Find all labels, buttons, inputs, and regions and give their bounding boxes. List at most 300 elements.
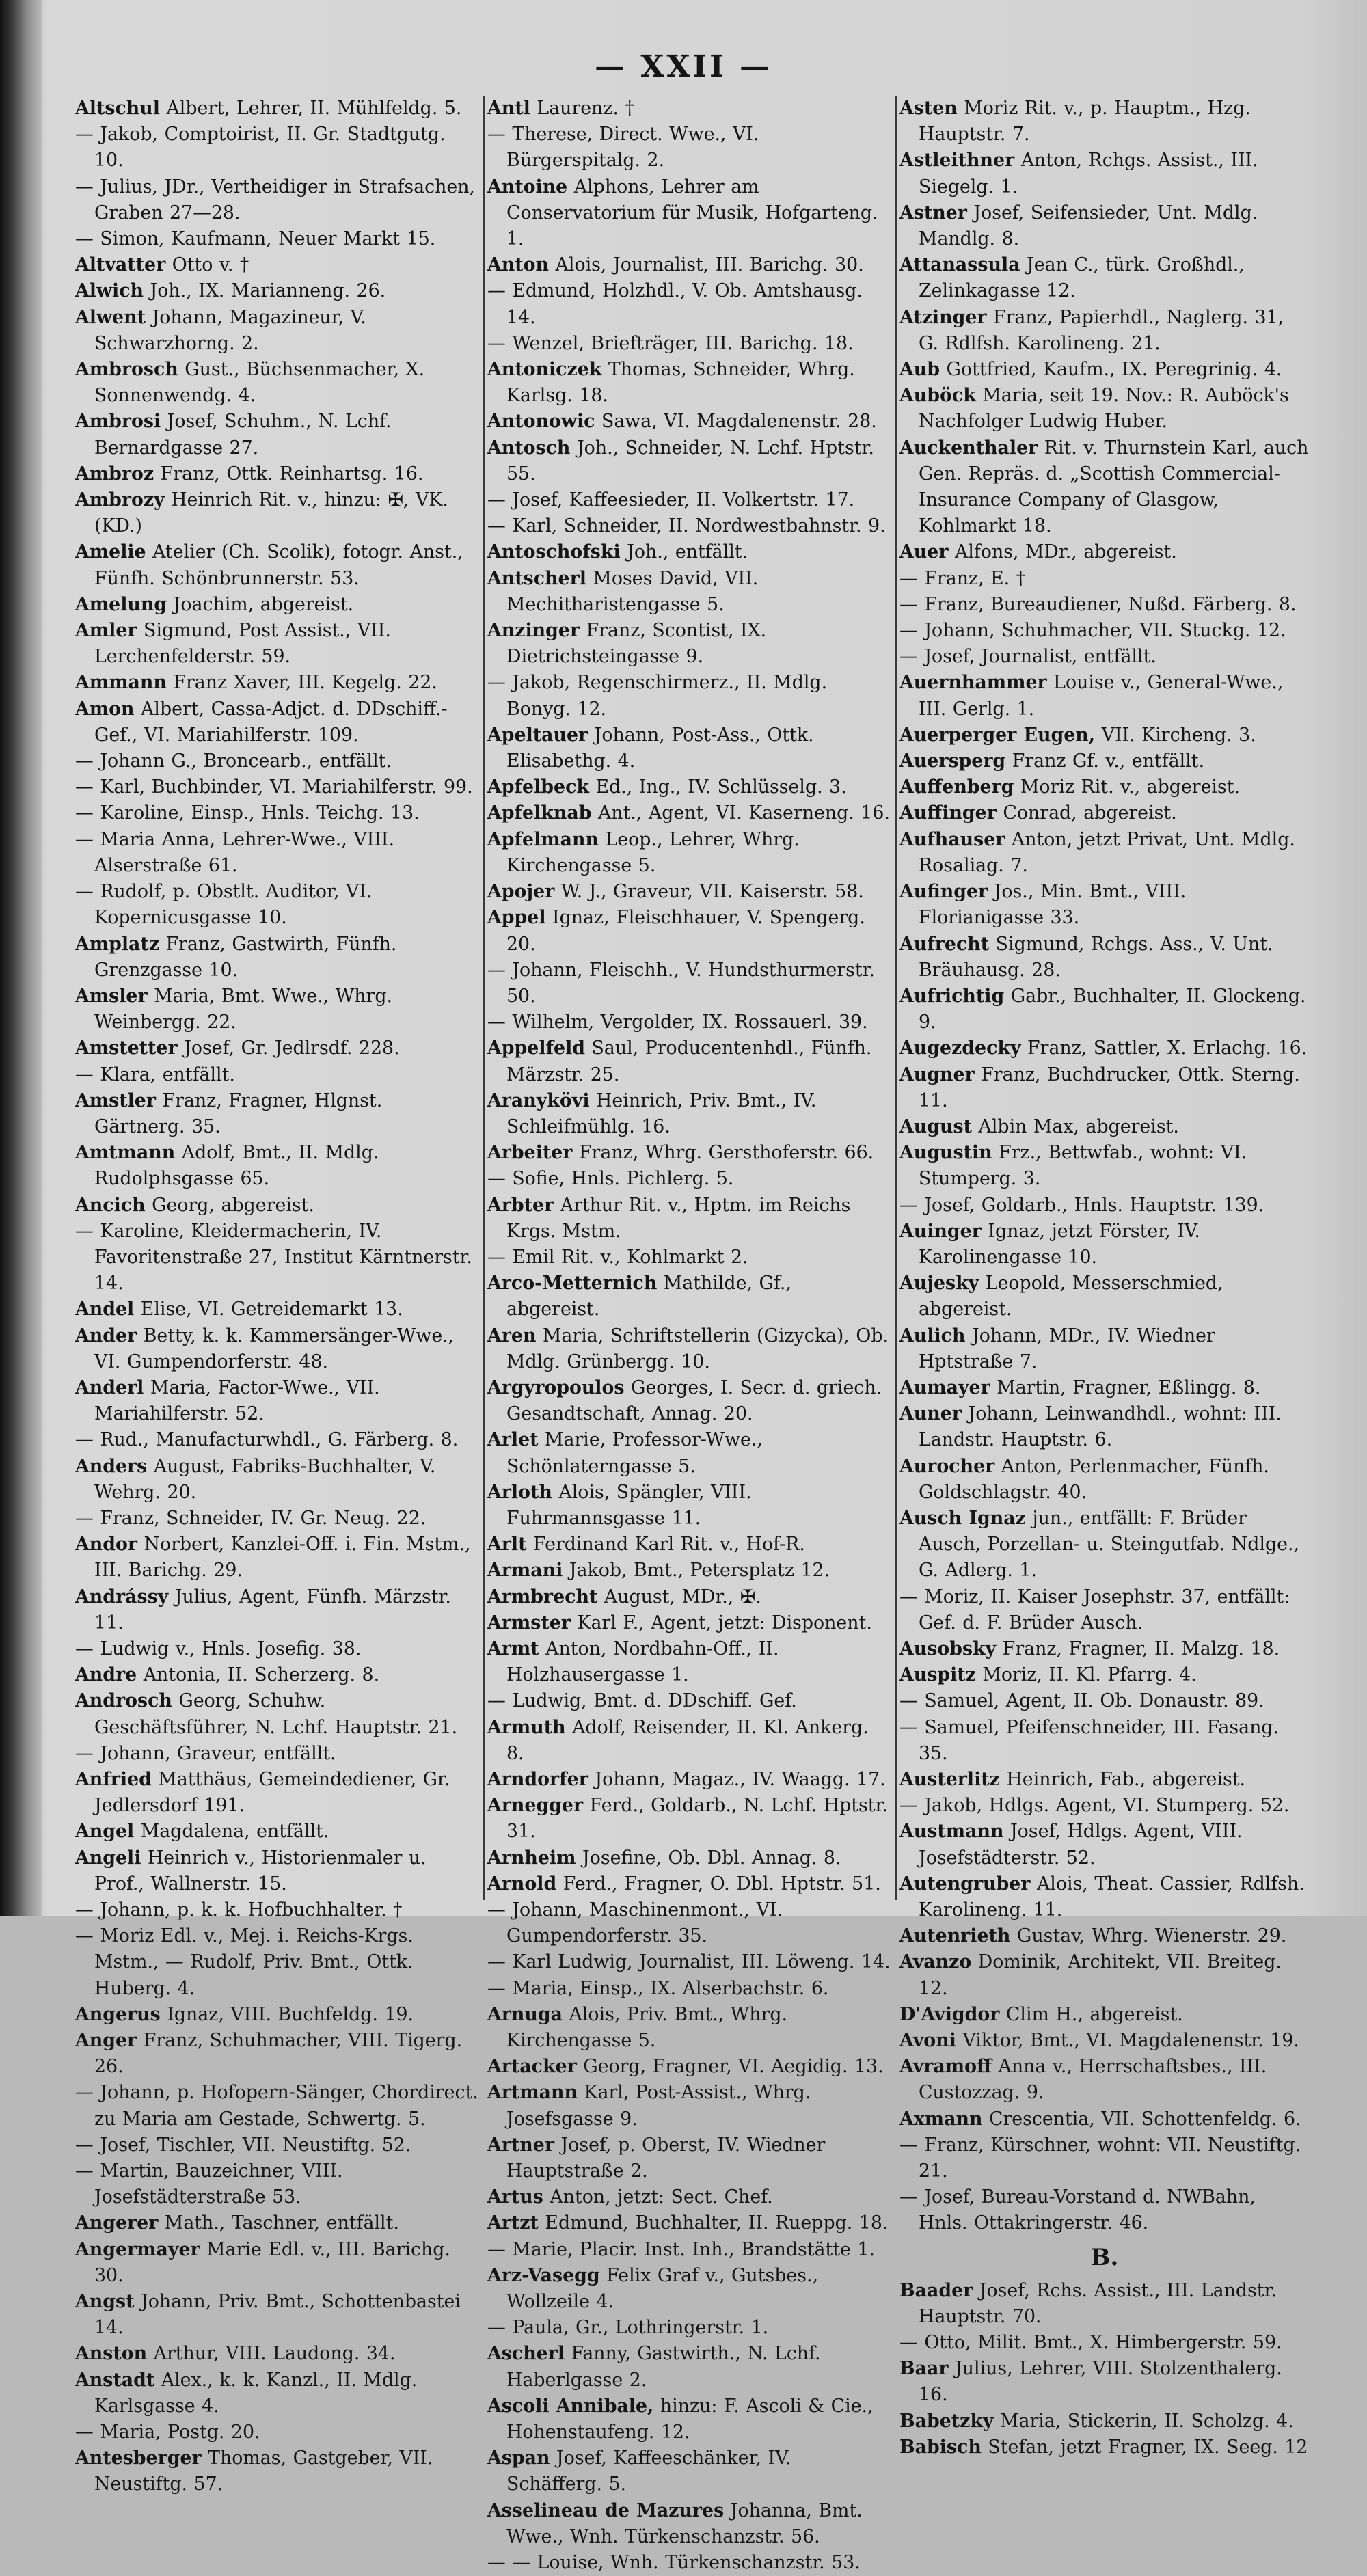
directory-entry — [487, 1793, 891, 1845]
entry-surname: Atzinger — [899, 306, 987, 328]
entry-details: Saul, Producentenhdl., Fünfh. Märzstr. 25. — [506, 1038, 872, 1085]
entry-surname: Avramoff — [899, 2056, 992, 2078]
column-1 — [75, 96, 478, 2495]
directory-entry — [899, 1401, 1310, 1453]
entry-details: Alphons, Lehrer am Conservatorium für Musik, Hofgarteng. 1. — [506, 176, 878, 250]
directory-entry — [75, 1688, 478, 1740]
entry-details: Fanny, Gastwirth., N. Lchf. Haberlgasse 2. — [506, 2343, 821, 2391]
directory-entry — [487, 2132, 891, 2184]
entry-details: Johann, Magaz., IV. Waagg. 17. — [588, 1769, 886, 1790]
directory-entry — [899, 2409, 1310, 2435]
entry-surname: Amstetter — [75, 1038, 178, 1059]
entry-surname: Angerus — [75, 2003, 161, 2025]
directory-entry — [899, 618, 1310, 644]
entry-details: — Sofie, Hnls. Pichlerg. 5. — [487, 1168, 734, 1190]
directory-entry — [899, 2435, 1310, 2460]
entry-details: Moriz Rit. v., abgereist. — [1014, 776, 1241, 798]
entry-surname: Artacker — [487, 2056, 577, 2078]
directory-entry — [899, 305, 1310, 357]
directory-entry — [487, 1715, 891, 1767]
entry-surname: D'Avigdor — [899, 2003, 1000, 2025]
entry-surname: Amsler — [75, 985, 148, 1007]
entry-details: — Wenzel, Briefträger, III. Barichg. 18. — [487, 332, 854, 354]
entry-surname: Arnold — [487, 1873, 557, 1895]
directory-entry — [899, 1506, 1310, 1584]
entry-details: Jakob, Bmt., Petersplatz 12. — [563, 1560, 830, 1582]
entry-details: — Rudolf, p. Obstlt. Auditor, VI. Kopernicusgasse 10. — [75, 881, 373, 929]
column-3 — [899, 96, 1310, 2458]
entry-details: Johanna, Bmt. Wwe., Wnh. Türkenschanzstr. 56. — [506, 2499, 863, 2547]
entry-details: Georges, I. Secr. d. griech. Gesandtschaft, Annag. 20. — [506, 1377, 882, 1425]
directory-entry — [75, 1193, 478, 1219]
directory-entry — [899, 1819, 1310, 1871]
directory-entry — [899, 566, 1310, 592]
entry-surname: Amtmann — [75, 1142, 176, 1164]
entry-surname: Avanzo — [899, 1951, 972, 1973]
entry-details: — Otto, Milit. Bmt., X. Himbergerstr. 59. — [899, 2332, 1282, 2354]
entry-surname: Amon — [75, 698, 135, 720]
directory-entry — [487, 2054, 891, 2080]
directory-entry — [487, 1688, 891, 1714]
directory-entry — [899, 722, 1310, 748]
entry-details: hinzu: F. Ascoli & Cie., Hohenstaufeng. 12. — [506, 2395, 874, 2443]
entry-details: — Simon, Kaufmann, Neuer Markt 15. — [75, 228, 436, 250]
entry-surname: Aufhauser — [899, 828, 1005, 850]
entry-details: Alois, Theat. Cassier, Rdlfsh. Karolineng. 11. — [919, 1873, 1305, 1921]
entry-details: Martin, Fragner, Eßlingg. 8. — [990, 1377, 1261, 1398]
entry-details: Franz, Fragner, Hlgnst. Gärtnerg. 35. — [94, 1089, 383, 1137]
directory-entry — [899, 1271, 1310, 1323]
entry-details: Heinrich, Priv. Bmt., IV. Schleifmühlg. 16. — [506, 1089, 817, 1137]
entry-surname: Ascoli Annibale, — [487, 2395, 654, 2417]
entry-surname: Angel — [75, 1821, 135, 1843]
entry-surname: Arndorfer — [487, 1769, 588, 1790]
directory-entry — [75, 1897, 478, 1923]
entry-details: Josef, Schuhm., N. Lchf. Bernardgasse 27. — [94, 411, 392, 459]
directory-entry — [487, 331, 891, 357]
entry-surname: Arco-Metternich — [487, 1273, 658, 1294]
entry-surname: Auckenthaler — [899, 437, 1038, 459]
directory-entry — [487, 827, 891, 879]
entry-details: Albert, Lehrer, II. Mühlfeldg. 5. — [159, 98, 462, 119]
entry-details: Arthur Rit. v., Hptm. im Reichs Krgs. Mstm. — [506, 1194, 851, 1242]
entry-details: Ferd., Fragner, O. Dbl. Hptstr. 51. — [556, 1873, 881, 1895]
directory-entry — [75, 2028, 478, 2080]
entry-details: Otto v. † — [165, 254, 249, 276]
directory-entry — [487, 958, 891, 1009]
entry-surname: Arlet — [487, 1429, 539, 1451]
entry-surname: Artus — [487, 2186, 543, 2208]
directory-entry — [899, 879, 1310, 931]
entry-surname: Autenrieth — [899, 1925, 1011, 1947]
directory-entry — [487, 487, 891, 513]
directory-entry — [487, 2315, 891, 2341]
entry-details: Georg, Fragner, VI. Aegidig. 13. — [576, 2056, 884, 2078]
entry-surname: Armuth — [487, 1716, 566, 1738]
directory-entry — [487, 2445, 891, 2497]
directory-entry — [899, 1636, 1310, 1662]
directory-entry — [899, 800, 1310, 826]
entry-details: August, MDr., ✠. — [597, 1586, 761, 1608]
entry-surname: Anderl — [75, 1377, 144, 1398]
directory-entry — [487, 1375, 891, 1427]
entry-surname: Aujesky — [899, 1273, 979, 1294]
entry-details: Adolf, Reisender, II. Kl. Ankerg. 8. — [506, 1716, 869, 1764]
directory-entry — [487, 2237, 891, 2263]
entry-details: W. J., Graveur, VII. Kaiserstr. 58. — [554, 881, 864, 903]
entry-surname: Angeli — [75, 1847, 141, 1869]
directory-entry — [75, 670, 478, 696]
entry-surname: Antonowic — [487, 411, 595, 433]
entry-details: Johann, Leinwandhdl., wohnt: III. Landstr. Hauptstr. 6. — [919, 1403, 1282, 1451]
entry-details: — Johann, p. k. k. Hofbuchhalter. † — [75, 1899, 403, 1921]
entry-surname: Antoine — [487, 176, 568, 198]
entry-surname: Aspan — [487, 2448, 550, 2469]
column-divider — [483, 96, 485, 1900]
entry-details: — Johann, p. Hofopern-Sänger, Chordirect. zu Maria am Gestade, Schwertg. 5. — [75, 2082, 478, 2130]
entry-details: Moriz Rit. v., p. Hauptm., Hzg. Hauptstr. 7. — [919, 98, 1251, 146]
entry-details: Frz., Bettwfab., wohnt: VI. Stumperg. 3. — [919, 1142, 1247, 1190]
entry-surname: Anders — [75, 1455, 148, 1477]
entry-surname: Ambroz — [75, 463, 154, 485]
entry-surname: Babisch — [899, 2436, 982, 2458]
entry-details: Arthur, VIII. Laudong. 34. — [147, 2343, 396, 2365]
directory-entry — [899, 748, 1310, 774]
directory-entry — [899, 1454, 1310, 1506]
entry-details: Franz, Whrg. Gersthoferstr. 66. — [572, 1142, 874, 1164]
entry-surname: Anzinger — [487, 620, 580, 642]
entry-details: Stefan, jetzt Fragner, IX. Seeg. 12 — [981, 2436, 1308, 2458]
directory-entry — [75, 2289, 478, 2341]
entry-surname: Apeltauer — [487, 724, 588, 746]
entry-surname: Aren — [487, 1325, 537, 1346]
directory-entry — [75, 1427, 478, 1453]
directory-entry — [75, 1506, 478, 1532]
entry-details: Thomas, Schneider, Whrg. Karlsg. 18. — [506, 359, 855, 407]
entry-details: Julius, Lehrer, VIII. Stolzenthalerg. 16. — [919, 2358, 1282, 2406]
entry-surname: Amelung — [75, 593, 167, 615]
entry-details: Thomas, Gastgeber, VII. Neustiftg. 57. — [94, 2448, 433, 2495]
directory-entry — [75, 879, 478, 931]
entry-details: Anton, jetzt: Sect. Chef. — [543, 2186, 773, 2208]
directory-entry — [487, 1558, 891, 1584]
directory-entry — [487, 1140, 891, 1166]
entry-details: — Josef, Journalist, entfällt. — [899, 646, 1156, 668]
entry-details: Franz, Schuhmacher, VIII. Tigerg. 26. — [94, 2030, 463, 2078]
entry-details: Johann, Priv. Bmt., Schottenbastei 14. — [94, 2291, 461, 2339]
directory-entry — [899, 1375, 1310, 1401]
entry-details: Franz, Sattler, X. Erlachg. 16. — [1020, 1038, 1308, 1059]
directory-entry — [899, 1688, 1310, 1714]
entry-surname: Antl — [487, 98, 530, 119]
entry-details: Franz, Scontist, IX. Dietrichsteingasse 9. — [506, 620, 767, 668]
entry-details: Louise v., General-Wwe., III. Gerlg. 1. — [919, 672, 1284, 720]
section-letter: B. — [1090, 2243, 1119, 2271]
entry-details: Ignaz, jetzt Förster, IV. Karolinengasse 10. — [919, 1220, 1200, 1268]
directory-entry — [899, 200, 1310, 252]
directory-entry — [75, 1532, 478, 1584]
directory-entry — [487, 357, 891, 409]
directory-entry — [487, 278, 891, 330]
entry-surname: Apojer — [487, 881, 555, 903]
directory-entry — [75, 1140, 478, 1192]
entry-surname: Autengruber — [899, 1873, 1031, 1895]
directory-entry — [899, 1767, 1310, 1793]
entry-details: — Karl, Buchbinder, VI. Mariahilferstr. 99. — [75, 776, 473, 798]
directory-entry — [487, 435, 891, 487]
directory-entry — [487, 722, 891, 774]
directory-entry — [899, 2054, 1310, 2106]
directory-entry — [75, 1323, 478, 1375]
entry-surname: Babetzky — [899, 2410, 994, 2432]
directory-entry — [487, 774, 891, 800]
entry-details: Franz, Fragner, II. Malzg. 18. — [996, 1638, 1280, 1659]
directory-entry — [899, 435, 1310, 540]
entry-surname: Aufrecht — [899, 933, 990, 955]
directory-entry — [75, 2210, 478, 2236]
entry-surname: Ammann — [75, 672, 167, 694]
entry-details: Maria, seit 19. Nov.: R. Auböck's Nachfolger Ludwig Huber. — [919, 385, 1289, 433]
directory-entry — [487, 252, 891, 278]
directory-entry — [487, 2341, 891, 2393]
directory-entry — [487, 2210, 891, 2236]
entry-details: — Ludwig v., Hnls. Josefig. 38. — [75, 1638, 362, 1659]
entry-surname: Apfelknab — [487, 802, 592, 824]
directory-entry — [899, 1871, 1310, 1923]
directory-entry — [75, 1219, 478, 1297]
directory-entry — [75, 1584, 478, 1636]
entry-surname: Astner — [899, 202, 967, 223]
entry-details: — Emil Rit. v., Kohlmarkt 2. — [487, 1246, 748, 1268]
entry-details: — Johann, Fleischh., V. Hundsthurmerstr. 50. — [487, 959, 875, 1007]
entry-surname: Andel — [75, 1299, 135, 1320]
entry-details: Jean C., türk. Großhdl., Zelinkagasse 12. — [919, 254, 1245, 302]
entry-details: Alfons, MDr., abgereist. — [948, 541, 1177, 563]
entry-surname: Auinger — [899, 1220, 982, 1242]
directory-entry — [487, 1871, 891, 1897]
directory-entry — [899, 1140, 1310, 1192]
directory-entry — [487, 1897, 891, 1949]
entry-details: Viktor, Bmt., VI. Magdalenenstr. 19. — [956, 2030, 1299, 2052]
directory-entry — [487, 1636, 891, 1688]
directory-entry — [487, 800, 891, 826]
entry-surname: Arlt — [487, 1534, 527, 1556]
entry-details: Conrad, abgereist. — [996, 802, 1177, 824]
entry-surname: Ambrosi — [75, 411, 161, 433]
directory-entry — [899, 2356, 1310, 2408]
entry-details: Antonia, II. Scherzerg. 8. — [137, 1664, 380, 1686]
directory-entry — [75, 1662, 478, 1688]
entry-details: Matthäus, Gemeindediener, Gr. Jedlersdorf 191. — [94, 1769, 450, 1817]
directory-entry — [487, 1166, 891, 1192]
directory-entry — [75, 487, 478, 539]
entry-details: Maria, Factor-Wwe., VII. Mariahilferstr. 52. — [94, 1377, 380, 1425]
entry-details: Anna v., Herrschaftsbes., III. Custozzag. 9. — [919, 2056, 1267, 2104]
directory-entry — [487, 1088, 891, 1140]
directory-entry — [487, 1976, 891, 2002]
entry-surname: Anton — [487, 254, 550, 276]
entry-details: Elise, VI. Getreidemarkt 13. — [134, 1299, 403, 1320]
entry-details: Sigmund, Rchgs. Ass., V. Unt. Bräuhausg. 28. — [919, 933, 1273, 981]
directory-entry — [75, 748, 478, 774]
directory-entry — [899, 1219, 1310, 1271]
entry-surname: Auersperg — [899, 750, 1006, 772]
entry-surname: Augezdecky — [899, 1038, 1021, 1059]
directory-entry — [899, 1114, 1310, 1140]
entry-details: Gottfried, Kaufm., IX. Peregrinig. 4. — [940, 359, 1282, 381]
entry-details: Joachim, abgereist. — [167, 593, 354, 615]
directory-entry — [75, 800, 478, 826]
entry-surname: Asten — [899, 98, 958, 119]
entry-details: Joh., entfällt. — [620, 541, 748, 563]
entry-surname: Auner — [899, 1403, 962, 1425]
entry-details: Georg, Schuhw. Geschäftsführer, N. Lchf. Hauptstr. 21. — [94, 1690, 458, 1738]
directory-entry — [487, 122, 891, 174]
entry-details: — Franz, Bureaudiener, Nußd. Färberg. 8. — [899, 593, 1297, 615]
entry-details: Betty, k. k. Kammersänger-Wwe., VI. Gumpendorferstr. 48. — [94, 1325, 455, 1372]
entry-details: — Josef, Bureau-Vorstand d. NWBahn, Hnls. Ottakringerstr. 46. — [899, 2186, 1256, 2234]
directory-entry — [75, 1297, 478, 1323]
entry-surname: Augustin — [899, 1142, 992, 1164]
entry-details: — Karoline, Kleidermacherin, IV. Favoritenstraße 27, Institut Kärntnerstr. 14. — [75, 1220, 472, 1294]
entry-details: VII. Kircheng. 3. — [1095, 724, 1256, 746]
entry-surname: Amler — [75, 620, 137, 642]
entry-details: Adolf, Bmt., II. Mdlg. Rudolphsgasse 65. — [94, 1142, 379, 1190]
entry-details: — Rud., Manufacturwhdl., G. Färberg. 8. — [75, 1429, 459, 1451]
entry-details: Heinrich, Fab., abgereist. — [999, 1769, 1246, 1790]
entry-surname: Alwich — [75, 280, 144, 302]
entry-details: August, Fabriks-Buchhalter, V. Wehrg. 20. — [94, 1455, 436, 1503]
directory-entry — [899, 984, 1310, 1035]
entry-surname: Alwent — [75, 306, 146, 328]
directory-entry — [899, 1062, 1310, 1114]
directory-entry — [75, 174, 478, 226]
entry-details: Ferdinand Karl Rit. v., Hof-R. — [526, 1534, 805, 1556]
directory-entry — [75, 252, 478, 278]
entry-details: — Maria, Einsp., IX. Alserbachstr. 6. — [487, 1977, 829, 1999]
entry-surname: Arbeiter — [487, 1142, 573, 1164]
entry-details: Leop., Lehrer, Whrg. Kirchengasse 5. — [506, 828, 800, 876]
directory-entry — [75, 2080, 478, 2132]
entry-surname: Artzt — [487, 2212, 539, 2234]
entry-details: Johann, MDr., IV. Wiedner Hptstraße 7. — [919, 1325, 1215, 1372]
entry-surname: Argyropoulos — [487, 1377, 625, 1398]
entry-surname: Aulich — [899, 1325, 966, 1346]
entry-surname: Artner — [487, 2134, 554, 2156]
entry-surname: Baar — [899, 2358, 949, 2380]
directory-entry — [75, 592, 478, 618]
directory-entry — [75, 122, 478, 174]
directory-entry — [75, 2237, 478, 2289]
entry-details: Anton, Perlenmacher, Fünfh. Goldschlagstr. 40. — [919, 1455, 1269, 1503]
directory-entry — [899, 539, 1310, 565]
entry-surname: Aufinger — [899, 881, 988, 903]
entry-details: Jos., Min. Bmt., VIII. Florianigasse 33. — [919, 881, 1187, 929]
entry-surname: Altschul — [75, 98, 160, 119]
entry-surname: Ambrozy — [75, 489, 165, 511]
entry-details: Moriz, II. Kl. Pfarrg. 4. — [975, 1664, 1197, 1686]
entry-details: — Johann, Schuhmacher, VII. Stuckg. 12. — [899, 620, 1286, 642]
directory-entry — [75, 539, 478, 591]
directory-entry — [75, 1741, 478, 1767]
entry-surname: Appelfeld — [487, 1038, 585, 1059]
directory-entry — [487, 1245, 891, 1271]
entry-surname: Armster — [487, 1612, 571, 1633]
entry-details: Rit. v. Thurnstein Karl, auch Gen. Repräs. d. „Scottish Commercial-Insurance Company of Glasgow, Kohlmarkt 18. — [919, 437, 1309, 537]
entry-details: — Marie, Placir. Inst. Inh., Brandstätte 1. — [487, 2238, 875, 2260]
entry-details: Marie Edl. v., III. Barichg. 30. — [94, 2238, 450, 2286]
entry-surname: Appel — [487, 907, 546, 929]
directory-entry — [899, 1949, 1310, 2001]
entry-details: — Klara, entfällt. — [75, 1063, 235, 1085]
entry-details: Maria, Stickerin, II. Scholzg. 4. — [993, 2410, 1294, 2432]
directory-entry — [75, 1454, 478, 1506]
directory-entry — [75, 1845, 478, 1897]
entry-details: Franz, Ottk. Reinhartsg. 16. — [154, 463, 424, 485]
directory-entry — [75, 827, 478, 879]
entry-details: Mathilde, Gf., abgereist. — [506, 1273, 791, 1320]
directory-entry — [75, 2341, 478, 2367]
entry-surname: Armani — [487, 1560, 563, 1582]
entry-surname: Altvatter — [75, 254, 166, 276]
directory-entry — [75, 2368, 478, 2419]
entry-details: Ant., Agent, VI. Kaserneng. 16. — [591, 802, 890, 824]
entry-details: Leopold, Messerschmied, abgereist. — [919, 1273, 1223, 1320]
entry-surname: Auerperger Eugen, — [899, 724, 1096, 746]
directory-entry — [487, 513, 891, 539]
entry-details: Franz Xaver, III. Kegelg. 22. — [166, 672, 437, 694]
entry-details: Franz, Buchdrucker, Ottk. Sterng. 11. — [919, 1063, 1300, 1111]
entry-details: Math., Taschner, entfällt. — [158, 2212, 399, 2234]
entry-details: Georg, abgereist. — [145, 1194, 314, 1216]
entry-details: — Samuel, Agent, II. Ob. Donaustr. 89. — [899, 1690, 1264, 1712]
entry-details: Edmund, Buchhalter, II. Rueppg. 18. — [538, 2212, 889, 2234]
entry-surname: Angermayer — [75, 2238, 200, 2260]
directory-entry — [75, 226, 478, 252]
entry-details: Ferd., Goldarb., N. Lchf. Hptstr. 31. — [506, 1795, 888, 1843]
entry-details: Gabr., Buchhalter, II. Glockeng. 9. — [919, 985, 1306, 1033]
directory-entry — [487, 1767, 891, 1793]
entry-surname: Axmann — [899, 2108, 983, 2130]
directory-entry — [75, 2445, 478, 2497]
entry-details: — Paula, Gr., Lothringerstr. 1. — [487, 2317, 769, 2339]
directory-entry — [487, 1949, 891, 1975]
entry-details: Maria, Bmt. Wwe., Whrg. Weinbergg. 22. — [94, 985, 392, 1033]
entry-surname: Ascherl — [487, 2343, 565, 2365]
entry-details: Alex., k. k. Kanzl., II. Mdlg. Karlsgasse 4. — [94, 2369, 418, 2417]
entry-surname: Armt — [487, 1638, 539, 1659]
directory-entry — [899, 2028, 1310, 2054]
entry-details: Anton, Rchgs. Assist., III. Siegelg. 1. — [919, 150, 1258, 198]
directory-entry — [487, 618, 891, 670]
entry-details: Gustav, Whrg. Wienerstr. 29. — [1010, 1925, 1287, 1947]
entry-details: Marie, Professor-Wwe., Schönlaterngasse 5. — [506, 1429, 763, 1477]
directory-entry — [75, 2419, 478, 2445]
directory-entry — [487, 1427, 891, 1479]
entry-surname: Antesberger — [75, 2448, 202, 2469]
entry-details: — Franz, E. † — [899, 567, 1026, 589]
entry-surname: Arz-Vasegg — [487, 2264, 600, 2286]
entry-surname: Auböck — [899, 385, 976, 407]
entry-details: Franz Gf. v., entfällt. — [1005, 750, 1205, 772]
entry-surname: Antoniczek — [487, 359, 602, 381]
entry-details: — Karl, Schneider, II. Nordwestbahnstr. 9. — [487, 515, 886, 537]
entry-surname: Attanassula — [899, 254, 1020, 276]
directory-entry — [899, 252, 1310, 304]
entry-surname: Arnuga — [487, 2003, 563, 2025]
directory-entry — [487, 1271, 891, 1323]
entry-surname: Auer — [899, 541, 949, 563]
